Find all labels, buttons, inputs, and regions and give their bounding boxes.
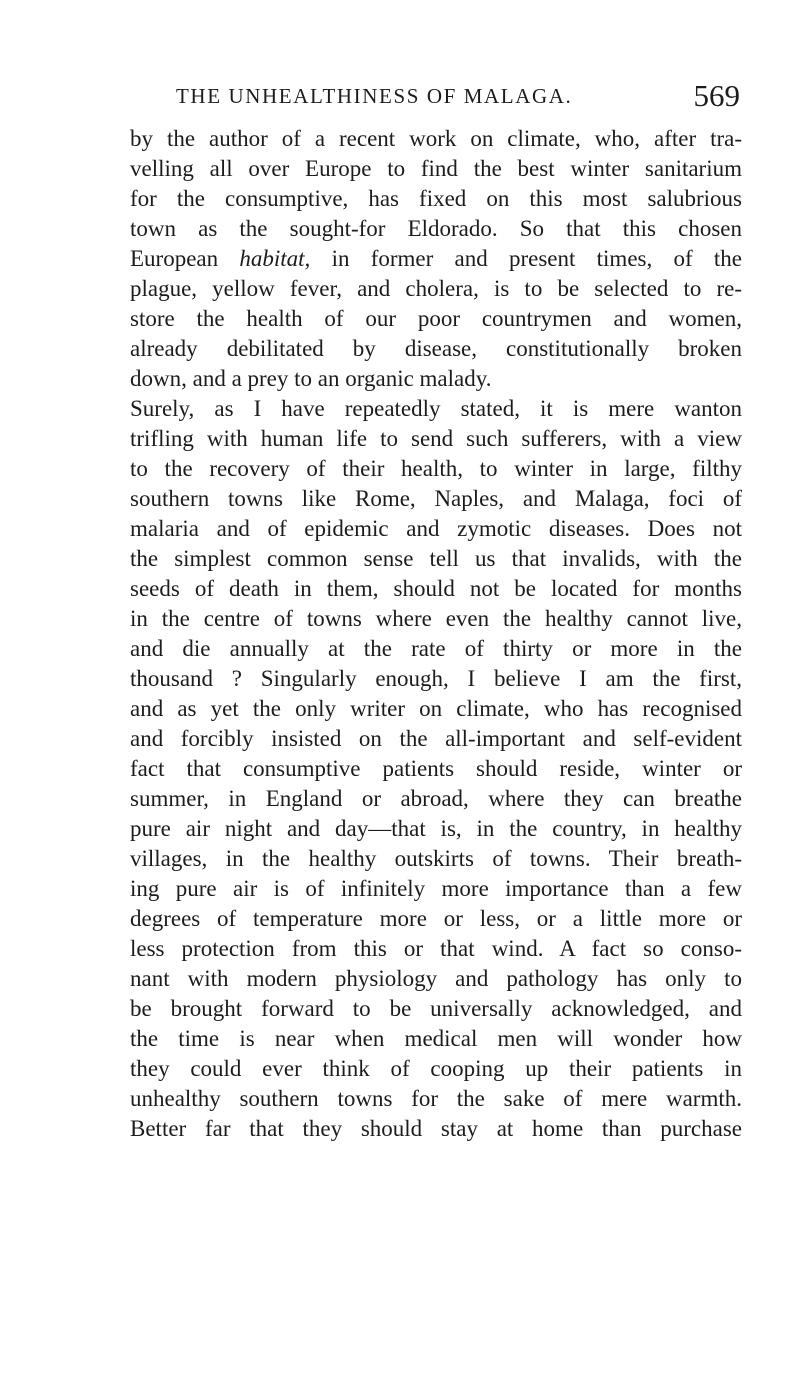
page-number: 569 [693,78,740,113]
text-line: by the author of a recent work on climate, who, after tra- [130,126,742,151]
text-segment: in former and present times, of the [310,246,742,271]
body-text [130,124,742,1144]
text-line: town as the sought-for Eldorado. So that this chosen [130,216,742,241]
text-line: the simplest common sense tell us that invalids, with the [130,546,742,571]
text-line: plague, yellow fever, and cholera, is to be selected to re- [130,276,742,301]
text-line: southern towns like Rome, Naples, and Malaga, foci of [130,486,742,511]
text-line: seeds of death in them, should not be located for months [130,576,742,601]
text-line: store the health of our poor countrymen and women, [130,306,742,331]
text-line: trifling with human life to send such sufferers, with a view [130,426,742,451]
text-line: thousand ? Singularly enough, I believe I am the first, [130,666,742,691]
text-line: the time is near when medical men will wonder how [130,1026,742,1051]
text-line: nant with modern physiology and pathology has only to [130,966,742,991]
text-line: villages, in the healthy outskirts of towns. Their breath- [130,846,742,871]
text-line: in the centre of towns where even the healthy cannot live, [130,606,742,631]
text-line: fact that consumptive patients should reside, winter or [130,756,742,781]
text-line [130,244,742,274]
running-head [128,78,740,118]
text-line: to the recovery of their health, to winter in large, filthy [130,456,742,481]
text-line: and forcibly insisted on the all-important and self-evident [130,726,742,751]
text-line: ing pure air is of infinitely more importance than a few [130,876,742,901]
text-line: Surely, as I have repeatedly stated, it is mere wanton [130,396,742,421]
text-line: pure air night and day—that is, in the country, in healthy [130,816,742,841]
text-line: for the consumptive, has fixed on this most salubrious [130,186,742,211]
text-line: degrees of temperature more or less, or a little more or [130,906,742,931]
text-line: and die annually at the rate of thirty or more in the [130,636,742,661]
text-segment: European [130,246,240,271]
text-line: already debilitated by disease, constitutionally broken [130,336,742,361]
italic-term: habitat, [239,246,311,271]
text-line: be brought forward to be universally acknowledged, and [130,996,742,1021]
running-title: THE UNHEALTHINESS OF MALAGA. [176,84,573,108]
text-line: and as yet the only writer on climate, who has recognised [130,696,742,721]
text-line: unhealthy southern towns for the sake of mere warmth. [130,1086,742,1111]
text-line: they could ever think of cooping up their patients in [130,1056,742,1081]
text-line: malaria and of epidemic and zymotic diseases. Does not [130,516,742,541]
text-line: down, and a prey to an organic malady. [130,366,492,391]
text-line: Better far that they should stay at home than purchase [130,1116,742,1141]
text-line: summer, in England or abroad, where they can breathe [130,786,742,811]
text-line: less protection from this or that wind. A fact so conso- [130,936,742,961]
text-line: velling all over Europe to find the best winter sanitarium [130,156,742,181]
